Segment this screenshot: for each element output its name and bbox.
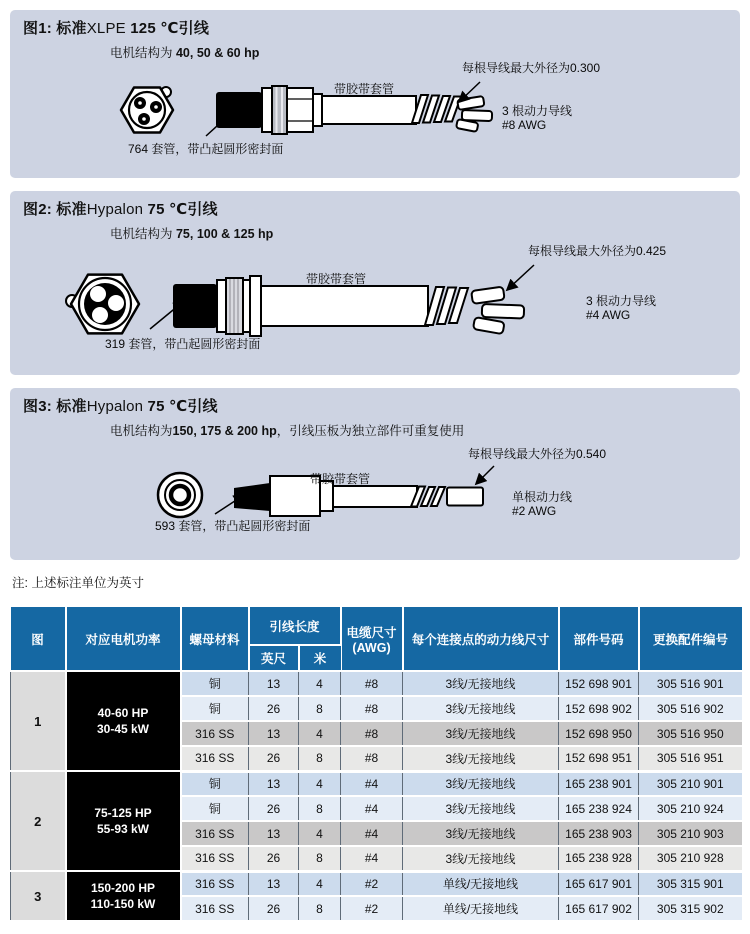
cell: 305 210 928 xyxy=(639,846,742,871)
cell: 13 xyxy=(249,771,299,796)
col-cable-line2: (AWG) xyxy=(352,640,391,655)
cell: 4 xyxy=(299,721,341,746)
figure1-subtitle xyxy=(110,43,259,61)
connector-front-view-icon xyxy=(121,87,173,133)
cell: 316 SS xyxy=(181,746,249,771)
cell: 26 xyxy=(249,746,299,771)
cell: 26 xyxy=(249,846,299,871)
figure2-title xyxy=(23,198,218,219)
subtitle-prefix: 电机结构为 xyxy=(110,227,176,241)
figure2-subtitle xyxy=(110,224,273,242)
cell: 152 698 951 xyxy=(559,746,639,771)
figure3-panel xyxy=(10,388,740,560)
cell: #4 xyxy=(341,821,403,846)
cell: 305 210 903 xyxy=(639,821,742,846)
cell: 13 xyxy=(249,721,299,746)
cell: 165 238 924 xyxy=(559,796,639,821)
cell: 316 SS xyxy=(181,721,249,746)
cell: 4 xyxy=(299,671,341,696)
wire-label-line2: #4 AWG xyxy=(586,308,631,323)
cell: #8 xyxy=(341,696,403,721)
col-power: 对应电机功率 xyxy=(66,607,181,671)
table-row xyxy=(11,771,742,796)
power-kw: 110-150 kW xyxy=(90,897,156,911)
cell: 305 516 950 xyxy=(639,721,742,746)
cell: #4 xyxy=(341,846,403,871)
od-label: 每根导线最大外径为0.300 xyxy=(462,61,601,75)
cell: 26 xyxy=(249,896,299,921)
wire-label xyxy=(586,294,656,323)
cell: #4 xyxy=(341,796,403,821)
cell: 8 xyxy=(299,846,341,871)
cell: 3线/无接地线 xyxy=(403,721,559,746)
cell: 8 xyxy=(299,896,341,921)
cell: #8 xyxy=(341,671,403,696)
sleeve-label: 764 套管，带凸起圆形密封面 xyxy=(128,142,284,156)
col-meters: 米 xyxy=(299,645,341,671)
subtitle-suffix: ，引线压板为独立部件可重复使用 xyxy=(276,424,465,438)
cell: 316 SS xyxy=(181,846,249,871)
sleeve-front-view-icon xyxy=(158,473,202,517)
cell: 13 xyxy=(249,821,299,846)
figure3-title-regular: Hypalon xyxy=(86,398,144,415)
tube-label: 带胶带套管 xyxy=(310,472,371,486)
cell: #4 xyxy=(341,771,403,796)
cell: 铜 xyxy=(181,771,249,796)
fig-number: 2 xyxy=(11,771,66,871)
cell: 316 SS xyxy=(181,896,249,921)
cell: 165 617 902 xyxy=(559,896,639,921)
power-hp: 40-60 HP xyxy=(97,705,149,720)
table-row xyxy=(11,871,742,896)
sleeve-label: 319 套管，带凸起圆形密封面 xyxy=(105,337,261,351)
cell: 3线/无接地线 xyxy=(403,671,559,696)
wire-label xyxy=(502,104,572,133)
figure2-title-regular: Hypalon xyxy=(86,201,144,218)
col-replace: 更换配件编号 xyxy=(639,607,742,671)
figure1-title xyxy=(23,17,209,38)
sleeve-label: 593 套管，带凸起圆形密封面 xyxy=(155,519,311,533)
power-hp: 75-125 HP xyxy=(94,805,152,820)
cell: 8 xyxy=(299,746,341,771)
wire-label-line1: 3 根动力导线 xyxy=(586,294,657,308)
figure2-panel xyxy=(10,191,740,375)
figure1-title-regular: XLPE xyxy=(86,20,126,37)
figure2-title-bold2: 75 ℃引线 xyxy=(143,201,218,218)
figure1-panel xyxy=(10,10,740,178)
cell: 305 210 924 xyxy=(639,796,742,821)
col-cable xyxy=(341,607,403,671)
figure3-title-bold2: 75 ℃引线 xyxy=(143,398,218,415)
cell: #2 xyxy=(341,871,403,896)
fig-number: 1 xyxy=(11,671,66,771)
col-part: 部件号码 xyxy=(559,607,639,671)
cell: 4 xyxy=(299,871,341,896)
cell: 单线/无接地线 xyxy=(403,896,559,921)
table-row xyxy=(11,671,742,696)
tube-label: 带胶带套管 xyxy=(334,82,395,96)
cell: 8 xyxy=(299,796,341,821)
figure3-title xyxy=(23,395,218,416)
wire-label-line2: #8 AWG xyxy=(502,118,547,133)
cell: 305 210 901 xyxy=(639,771,742,796)
cell: 305 315 902 xyxy=(639,896,742,921)
cell: 305 315 901 xyxy=(639,871,742,896)
col-nut: 螺母材料 xyxy=(181,607,249,671)
fig-number: 3 xyxy=(11,871,66,921)
wire-label xyxy=(512,490,572,519)
od-label: 每根导线最大外径为0.425 xyxy=(528,244,667,258)
wire-label-line1: 3 根动力导线 xyxy=(502,104,573,118)
cell: 316 SS xyxy=(181,821,249,846)
subtitle-value: 40, 50 & 60 hp xyxy=(175,46,260,60)
col-fig: 图 xyxy=(11,607,66,671)
cell: 305 516 951 xyxy=(639,746,742,771)
figure3-title-bold: 图3: 标准 xyxy=(23,398,87,415)
cell: 305 516 902 xyxy=(639,696,742,721)
figure1-title-bold: 图1: 标准 xyxy=(23,20,87,37)
subtitle-value: 75, 100 & 125 hp xyxy=(175,227,274,241)
wire-label-line2: #2 AWG xyxy=(512,504,557,519)
cell: 铜 xyxy=(181,671,249,696)
subtitle-prefix: 电机结构为 xyxy=(110,46,176,60)
col-length: 引线长度 xyxy=(249,607,341,645)
spec-table xyxy=(10,607,742,922)
header-row-1 xyxy=(11,607,742,645)
cell: 152 698 950 xyxy=(559,721,639,746)
cell: 3线/无接地线 xyxy=(403,796,559,821)
cell: 165 238 903 xyxy=(559,821,639,846)
subtitle-value: 150, 175 & 200 hp xyxy=(172,424,277,438)
cell: 152 698 901 xyxy=(559,671,639,696)
cell: 铜 xyxy=(181,696,249,721)
power-hp: 150-200 HP xyxy=(90,880,156,895)
cell: 305 516 901 xyxy=(639,671,742,696)
cell: 152 698 902 xyxy=(559,696,639,721)
cell: 13 xyxy=(249,671,299,696)
cell: 8 xyxy=(299,696,341,721)
power-kw: 55-93 kW xyxy=(96,822,150,836)
cell: 4 xyxy=(299,771,341,796)
figure3-subtitle xyxy=(110,421,464,439)
cell: 3线/无接地线 xyxy=(403,771,559,796)
power-range xyxy=(66,771,181,871)
cell: 13 xyxy=(249,871,299,896)
cell: 3线/无接地线 xyxy=(403,846,559,871)
cell: 26 xyxy=(249,796,299,821)
col-feet: 英尺 xyxy=(249,645,299,671)
cell: 铜 xyxy=(181,796,249,821)
cell: 26 xyxy=(249,696,299,721)
cell: #8 xyxy=(341,721,403,746)
col-cable-line1: 电缆尺寸 xyxy=(346,625,397,640)
subtitle-prefix: 电机结构为 xyxy=(110,424,173,438)
cell: 3线/无接地线 xyxy=(403,746,559,771)
cell: 165 617 901 xyxy=(559,871,639,896)
cell: 4 xyxy=(299,821,341,846)
cell: 316 SS xyxy=(181,871,249,896)
col-conn: 每个连接点的动力线尺寸 xyxy=(403,607,559,671)
cell: 165 238 901 xyxy=(559,771,639,796)
cell: #8 xyxy=(341,746,403,771)
cell: 3线/无接地线 xyxy=(403,821,559,846)
units-note: 注: 上述标注单位为英寸 xyxy=(12,576,144,590)
od-label: 每根导线最大外径为0.540 xyxy=(468,447,607,461)
wire-label-line1: 单根动力线 xyxy=(512,490,573,504)
power-kw: 30-45 kW xyxy=(96,722,150,736)
cell: 3线/无接地线 xyxy=(403,696,559,721)
figure2-title-bold: 图2: 标准 xyxy=(23,201,87,218)
power-range xyxy=(66,671,181,771)
figure1-title-bold2: 125 ℃引线 xyxy=(125,20,210,37)
connector-pins-icon xyxy=(84,283,126,325)
cell: 单线/无接地线 xyxy=(403,871,559,896)
table-header xyxy=(11,607,742,671)
cell: #2 xyxy=(341,896,403,921)
cell: 165 238 928 xyxy=(559,846,639,871)
power-range xyxy=(66,871,181,921)
tube-label: 带胶带套管 xyxy=(306,272,367,286)
